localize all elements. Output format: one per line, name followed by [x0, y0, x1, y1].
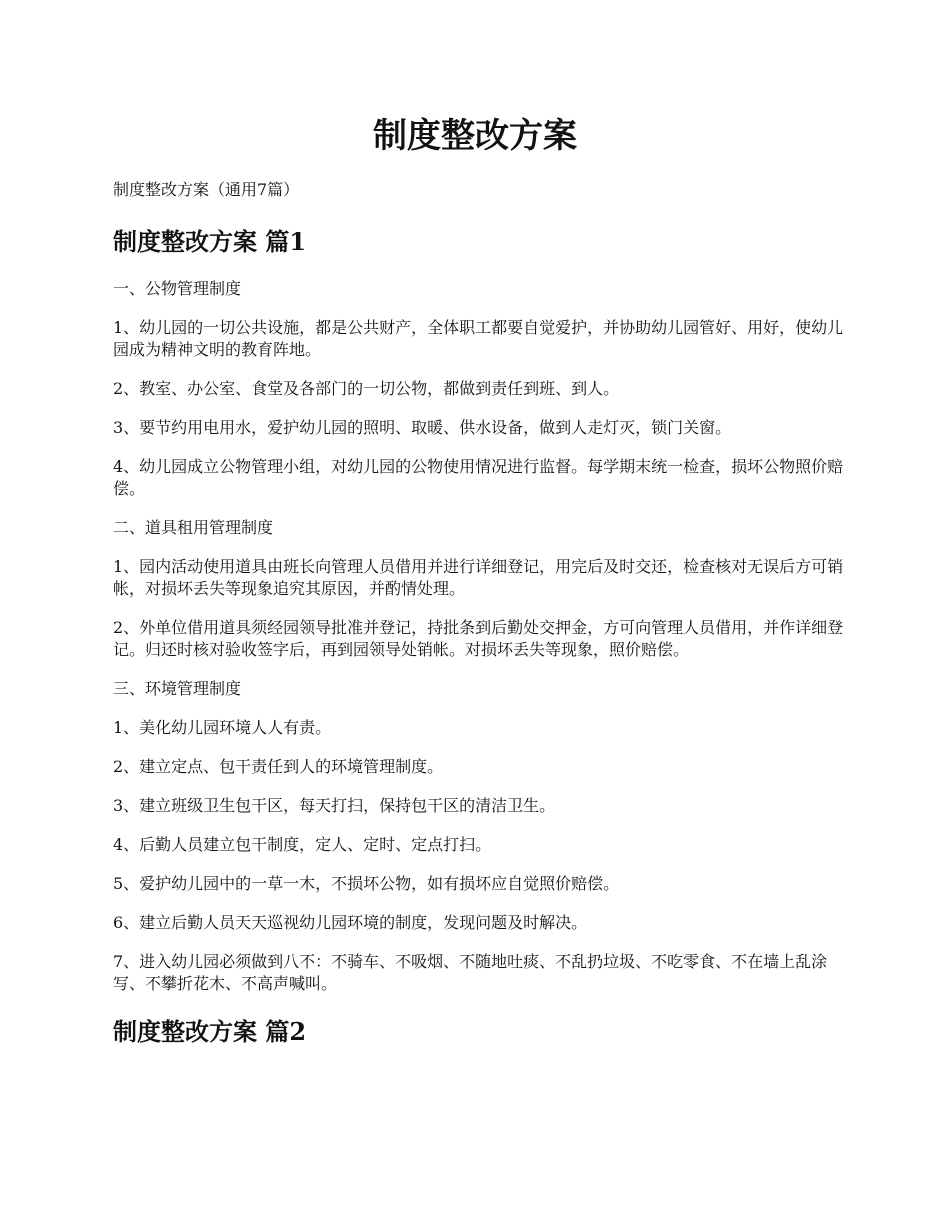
paragraph: 5、爱护幼儿园中的一草一木，不损坏公物，如有损坏应自觉照价赔偿。 — [113, 874, 620, 893]
paragraph: 4、后勤人员建立包干制度，定人、定时、定点打扫。 — [113, 835, 492, 854]
paragraph: 1、美化幼儿园环境人人有责。 — [113, 718, 332, 737]
section-heading: 制度整改方案 篇1 — [113, 227, 307, 256]
section-heading: 制度整改方案 篇2 — [113, 1017, 307, 1046]
document-subtitle: 制度整改方案（通用7篇） — [113, 180, 300, 199]
clause-heading: 二、道具租用管理制度 — [113, 518, 274, 537]
clause-heading: 一、公物管理制度 — [113, 279, 242, 298]
paragraph: 6、建立后勤人员天天巡视幼儿园环境的制度，发现问题及时解决。 — [113, 913, 588, 932]
paragraph: 2、教室、办公室、食堂及各部门的一切公物，都做到责任到班、到人。 — [113, 379, 620, 398]
paragraph: 1、幼儿园的一切公共设施，都是公共财产，全体职工都要自觉爱护，并协助幼儿园管好、用好，使幼儿园成为精神文明的教育阵地。 — [113, 318, 844, 359]
paragraph: 3、建立班级卫生包干区，每天打扫，保持包干区的清洁卫生。 — [113, 796, 556, 815]
paragraph: 2、外单位借用道具须经园领导批准并登记，持批条到后勤处交押金，方可向管理人员借用，并作详细登记。归还时核对验收签字后，再到园领导处销帐。对损坏丢失等现象，照价赔偿。 — [113, 618, 844, 659]
paragraph: 2、建立定点、包干责任到人的环境管理制度。 — [113, 757, 444, 776]
paragraph: 1、园内活动使用道具由班长向管理人员借用并进行详细登记，用完后及时交还，检查核对无误后方可销帐，对损坏丢失等现象追究其原因，并酌情处理。 — [113, 557, 844, 598]
paragraph: 7、进入幼儿园必须做到八不：不骑车、不吸烟、不随地吐痰、不乱扔垃圾、不吃零食、不在墙上乱涂写、不攀折花木、不高声喊叫。 — [113, 952, 828, 993]
document-title: 制度整改方案 — [373, 116, 577, 156]
clause-heading: 三、环境管理制度 — [113, 679, 242, 698]
paragraph: 3、要节约用电用水，爱护幼儿园的照明、取暖、供水设备，做到人走灯灭，锁门关窗。 — [113, 418, 732, 437]
document-body — [113, 178, 848, 1068]
paragraph: 4、幼儿园成立公物管理小组，对幼儿园的公物使用情况进行监督。每学期末统一检查，损坏公物照价赔偿。 — [113, 457, 844, 498]
